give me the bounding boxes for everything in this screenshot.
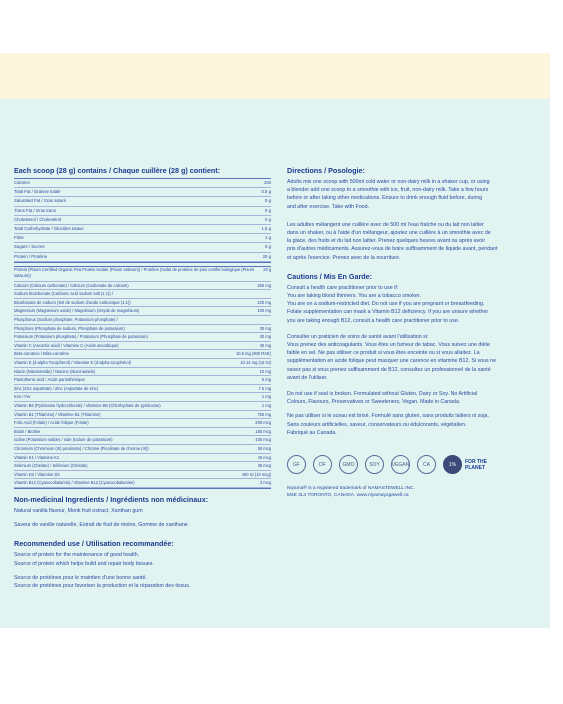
ingredient-row [14,290,271,299]
ingredient-row-value: 40 mcg [257,454,271,460]
ingredient-row [14,350,271,359]
for-the-planet-badge [443,455,497,474]
ingredient-row-value: 250 mg [257,282,271,288]
nutrition-row-label: Protein / Protéine [14,253,48,259]
certification-badges [287,455,545,474]
caution-line: you are taking enough B12, consult a health care practitioner prior to use. [287,317,460,324]
non-medicinal-section [14,495,271,529]
ingredient-row-value: 750 mg [257,411,271,417]
nutrition-row-value: 100 [263,180,271,185]
ingredient-row [14,393,271,402]
nutrition-row-label: Saturated Fat / Gras saturé [14,198,67,204]
ingredient-row [14,299,271,308]
nutrition-row-label: Trans Fat / Gras trans [14,207,56,213]
ingredient-row [14,359,271,368]
medicinal-ingredients-table [14,266,271,489]
ingredient-row-label: Bicarbonate de sodium (Sel de sodium d'acide carbonique (1:1)) [14,299,131,305]
nutrition-row [14,253,271,262]
caution-line: You are taking blood thinners. You are a tobacco smoker. [287,293,421,300]
ingredient-row-label: Folic Acid (Folate) / Acide folique (Folate) [14,420,89,426]
ingredient-row-label: Vitamin B12 (Cyanocobalamin) / Vitamine B12 (Cyanocobalamine) [14,480,135,486]
ingredient-row-value: 20 g [263,266,271,272]
nutrition-row [14,243,271,252]
ingredient-row [14,368,271,377]
nutrition-row [14,234,271,243]
canada-maple-leaf-icon: CA [417,455,436,474]
ingredient-row-label: Pantothenic acid / Acide pantothénique [14,377,85,383]
use-en-2: Source of protein which helps build and repair body tissues. [14,560,154,567]
ingredient-row [14,376,271,385]
ingredient-row-label: Vitamin C (Ascorbic acid) / Vitamine C (Acide ascorbique) [14,342,119,348]
directions-fr [287,221,545,262]
trademark-text: Niyama® is a registered trademark of NAMASTEWELL INC. [287,486,415,492]
one-percent-icon: 1% [443,455,462,474]
ingredient-row-label: Zinc (Zinc aspartate) / Zinc (Aspartate de zinc) [14,385,99,391]
ingredient-row-value: 10.14 mg (15 IU) [240,360,271,366]
nutrition-row-label: Fibre [14,235,24,241]
directions-line: pris d'autres médicaments. Assurez-vous de boire suffisamment de liquide avant, pendant [287,246,498,253]
ingredient-row [14,454,271,463]
cautions-fr [287,333,545,382]
ingredient-row-value: 100 mcg [255,437,271,443]
nutrition-row [14,197,271,206]
dairy-free-icon: DF [313,455,332,474]
label-header-band [0,53,550,99]
directions-line: Les adultes mélangent une cuillère avec de 500 ml l'eau fraîche ou du lait non laitier [287,221,484,228]
ingredient-row-value: 3 mcg [259,480,271,486]
gluten-free-icon: GF [287,455,306,474]
ingredient-row-label: Biotin / Biotine [14,428,41,434]
directions-line: a blender add one scoop to a smoothie with ice, fruit, non-dairy milk. Take a few hours [287,187,489,194]
ingredient-row-label: Sodium bicarbonate (Carbonic acid sodium salt (1:1)) / [14,291,113,297]
ingredient-row-label: Calcium (Calcium carbonate) / Calcium (Carbonate de calcium) [14,282,129,288]
recommended-use-section [14,539,271,590]
seal-notice-en [287,390,545,406]
caution-line: avant de l'utiliser. [287,374,328,381]
cautions-heading: Cautions / Mis En Garde: [287,271,373,281]
ingredient-row-label: Vitamin B1 (Thiamine) / Vitamine B1 (Thiamine) [14,411,101,417]
ingredient-row [14,471,271,480]
ingredient-row-value: 400 IU (10 mcg) [241,471,271,477]
ingredient-row [14,316,271,325]
seal-line: Ne pas utiliser si le sceau est brisé. Formulé sans gluten, sans produits laitiers ni soja. [287,413,489,420]
ingredient-row-value: 60 mcg [257,445,271,451]
cautions-en [287,284,545,325]
non-medicinal-heading: Non-medicinal Ingredients / Ingrédients non médicinaux: [14,494,209,504]
for-the-planet-text: FOR THE PLANET [465,458,487,471]
non-gmo-icon: GMO [339,455,358,474]
ingredient-row-value: 30 mg [259,342,271,348]
nutrition-row [14,188,271,197]
caution-line: Consult a health care practitioner prior to use if: [287,284,399,291]
use-en-1: Source of protein for the maintenance of good health. [14,552,140,559]
directions-en [287,178,545,211]
directions-line: Adults mix one scoop with 500ml cold water or non-dairy milk in a shaker cup, or using [287,179,490,185]
right-column [287,166,545,500]
nutrition-row [14,225,271,234]
soy-free-icon: SOY [365,455,384,474]
caution-line: Consulter un praticien de soins de santé avant l'utilisation si: [287,333,429,340]
ingredient-row [14,307,271,316]
ingredient-row-label: Protein (Pisum Certified Organic Pea Protein Isolate (Pisum sativum)) / Protéine (Isolat de protéine de pois certifié biologique (Pisum sativum)) [14,266,255,279]
nutrition-row-label: Total Carbohydrate / Glucides totaux [14,225,84,231]
ingredient-row [14,436,271,445]
nutrition-row-value: 0 g [265,198,271,204]
nutrition-row-value: 1.5 g [261,225,271,231]
ingredient-row-value: 10.8 mg (900 RAE) [235,351,271,357]
directions-heading: Directions / Posologie: [287,166,365,175]
seal-notice-fr [287,412,545,437]
nutrition-row-value: 0 g [265,207,271,213]
ingredient-row-label: Selenium (Chelate) / Sélénium (Chelate) [14,463,88,469]
ingredient-row-label: Iodine (Potassium iodide) / Iode (Iodure de potassium) [14,437,113,443]
ingredient-row-label: Magnesium (Magnesium oxide) / Magnésium (Oxyde de magnésium) [14,308,140,314]
ingredient-row [14,282,271,291]
caution-line: Folate supplementation can mask a Vitamin B12 deficiency. If you are unsure whether [287,309,489,316]
ingredient-row-label: Beta-carotene / Bêta-carotène [14,351,69,357]
nutrition-row-value: 0 g [265,216,271,222]
caution-line: savez pas si vous prenez suffisamment de B12, consultez un professionnel de la santé [287,366,491,373]
ingredient-row-value: 10 mg [259,368,271,374]
ingredient-row [14,411,271,420]
seal-line: Colours, Flavours, Preservatives or Sweeteners, Vegan. Made in Canada. [287,399,461,406]
seal-line: Do not use if seal is broken. Formulated without Gluten, Dairy or Soy. No Artificial [287,391,478,398]
ingredient-row [14,385,271,394]
nutrition-row [14,207,271,216]
ingredient-row-label: Chromium (Chromium (III) picolinate) / Chrome (Picolinate de chrome (III)) [14,445,149,451]
directions-line: before or after taking other medications. Ensure to drink enough fluid before, during [287,195,483,202]
nutrition-row [14,179,271,188]
ingredient-row [14,462,271,471]
ingredient-row-value: 200 mcg [255,420,271,426]
directions-line: la glace, des fruits et du lait non laitier. Prenez quelques heures avant ou après avoir [287,238,486,245]
ingredient-row-label: Potassium (Potassium phosphate) / Potassium (Phosphate de potassium) [14,334,148,340]
ingredient-row [14,267,271,282]
ingredient-row-value: 220 mg [257,299,271,305]
nutrition-row-label: Calories [14,180,30,185]
nutrition-row [14,216,271,225]
caution-line: faible en sel. Ne pas utiliser ce produit si vous êtes enceinte ou si vous allaitez. La [287,350,480,357]
nutrition-row-value: 0 g [265,244,271,250]
ingredient-row-value: 150 mcg [255,428,271,434]
ingredient-row-label: Iron / Fer [14,394,31,400]
ingredient-row-value: 1 mg [261,394,271,400]
address-text: M4E 3L4 TORONTO, CANADA. www.niyamayogawell.ca [287,492,409,498]
ingredient-row [14,419,271,428]
ingredient-row-value: 100 mg [257,308,271,314]
ingredient-row-label: Vitamin K1 / Vitamine K1 [14,454,60,460]
use-fr-2: Source de protéines pour favoriser la production et la réparation des tissus. [14,582,191,589]
ingredient-row-label: Vitamin E (d-alpha Tocopherol) / Vitamine E (d-alpha tocophérol) [14,360,131,366]
ingredient-row-value: 35 mcg [257,463,271,469]
nutrition-row-label: Sugars / Sucres [14,244,45,250]
nutrition-row-value: 1 g [265,235,271,241]
non-medicinal-en: Natural vanilla flavour, Monk fruit extract, Xanthan gum [14,507,143,514]
ingredient-row-label: Vitamin B6 (Pyridoxine hydrochloride) / Vitamine B6 (Chlorhydrate de pyridoxine) [14,403,161,408]
ingredient-row [14,428,271,437]
directions-line: and after exercise. Take with Food. [287,203,370,210]
ingredient-row-label: Vitamin D3 / Vitamine D3 [14,471,60,477]
recommended-use-heading: Recommended use / Utilisation recommandée: [14,539,174,549]
ingredient-row-value: 30 mg [259,334,271,340]
seal-line: Fabriqué au Canada. [287,429,337,436]
caution-line: You are on a sodium-restricted diet. Do not use if you are pregnant or breastfeeding. [287,301,485,308]
ingredient-row-value: 30 mg [259,325,271,331]
ingredient-row-label: Niacin (Niacinamide) / Niacine (Niacinamide) [14,368,96,374]
caution-line: Vous prenez des anticoagulants. Vous êtes un fumeur de tabac. Vous suivez une diète [287,342,490,349]
use-fr-1: Source de protéines pour le maintien d'une bonne santé. [14,574,147,581]
nutrition-row-label: Cholesterol / Cholestérol [14,216,62,222]
ingredient-row-value: 1 mg [261,403,271,408]
non-medicinal-fr: Saveur de vanille naturelle, Extrait de fruit de moine, Gomme de xanthane [14,522,188,529]
seal-line: Sans couleurs artificielles, saveur, conservateurs ou édulcorants, végétalien. [287,421,467,428]
ingredient-row [14,342,271,351]
serving-heading: Each scoop (28 g) contains / Chaque cuillère (28 g) contient: [14,166,221,175]
directions-line: dans un shaker, ou à l'aide d'un mélangeur, ajoutez une cuillère à un smoothie avec de [287,230,491,237]
vegan-icon: VEGAN [391,455,410,474]
ingredient-row [14,333,271,342]
directions-line: et après l'exercice. Prenez avec de la nourriture. [287,254,401,261]
ingredient-row [14,325,271,334]
ingredient-row-label: Phosphorus (Sodium phosphate, Potassium phosphate) / [14,317,118,323]
left-column [14,166,271,590]
ingredient-row-value: 5 mg [261,377,271,383]
ingredient-row-value: 7.5 mg [258,385,271,391]
nutrition-table [14,178,271,263]
nutrition-row-value: 20 g [262,253,271,259]
caution-line: supplémentation en acide folique peut masquer une carence en vitamine B12. Si vous ne [287,358,497,365]
ingredient-row [14,479,271,488]
ingredient-row-label: Phosphore (Phosphate de sodium, Phosphate de potassium) [14,325,125,331]
ingredient-row [14,402,271,411]
nutrition-row-label: Total Fat / Graisse totale [14,189,61,195]
ingredient-row [14,445,271,454]
nutrition-row-value: 0.5 g [261,189,271,195]
